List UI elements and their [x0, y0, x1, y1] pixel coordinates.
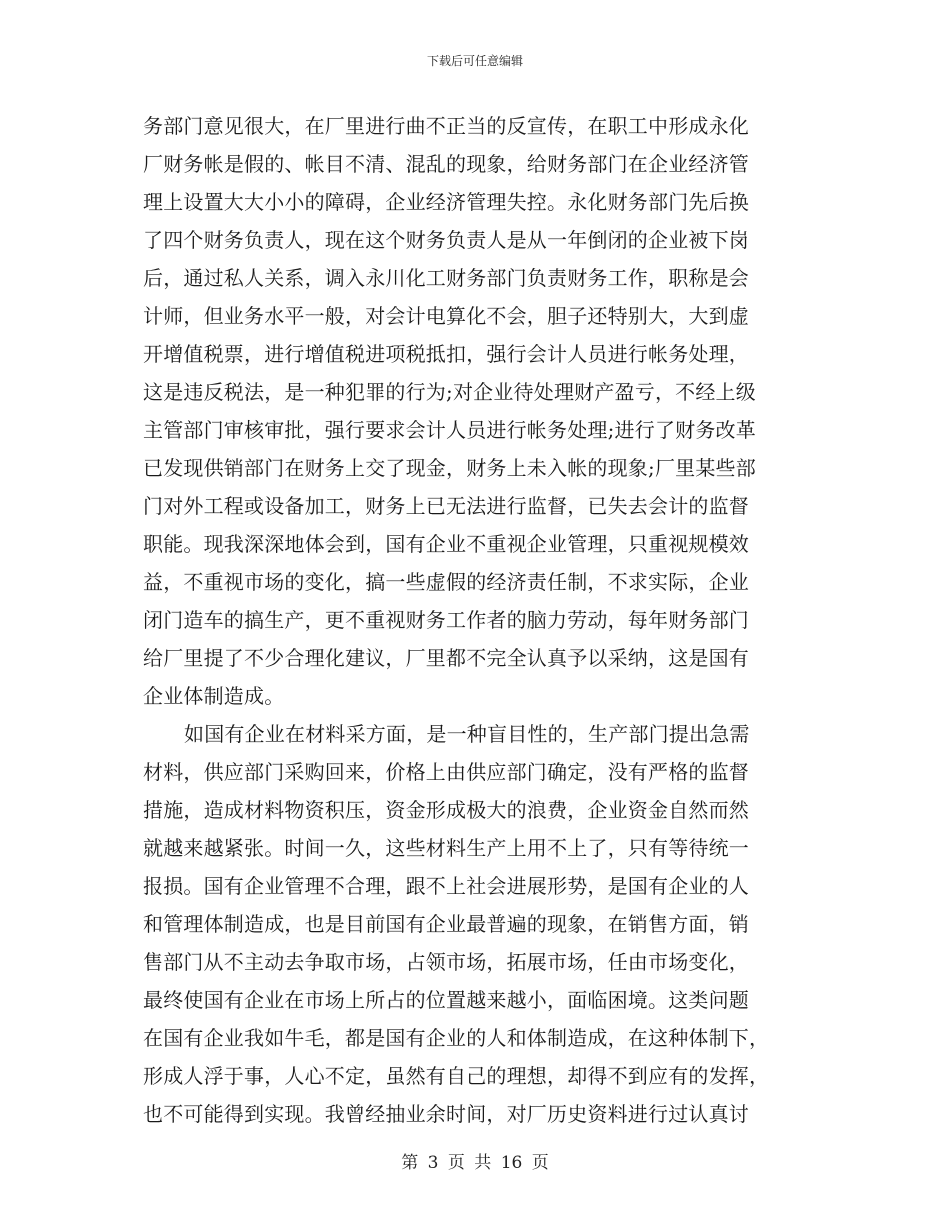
text-line: 材料，供应部门采购回来，价格上由供应部门确定，没有严格的监督 [143, 760, 749, 784]
text-line: 厂财务帐是假的、帐目不清、混乱的现象，给财务部门在企业经济管 [143, 152, 749, 176]
text-line: 在国有企业我如牛毛，都是国有企业的人和体制造成，在这种体制下， [143, 1026, 770, 1050]
paragraph [143, 715, 803, 1133]
text-line: 已发现供销部门在财务上交了现金，财务上未入帐的现象;厂里某些部 [143, 456, 756, 480]
text-line: 主管部门审核审批，强行要求会计人员进行帐务处理;进行了财务改革 [143, 418, 756, 442]
text-line: 企业体制造成。 [143, 684, 285, 708]
text-line: 理上设置大大小小的障碍，企业经济管理失控。永化财务部门先后换 [143, 190, 749, 214]
text-line: 闭门造车的搞生产，更不重视财务工作者的脑力劳动，每年财务部门 [143, 608, 749, 632]
page-header: 下载后可任意编辑 [426, 54, 523, 68]
text-line: 了四个财务负责人，现在这个财务负责人是从一年倒闭的企业被下岗 [143, 228, 749, 252]
text-line: 形成人浮于事，人心不定，虽然有自己的理想，却得不到应有的发挥， [143, 1064, 770, 1088]
text-line: 和管理体制造成，也是目前国有企业最普遍的现象，在销售方面，销 [143, 912, 749, 936]
text-line: 门对外工程或设备加工，财务上已无法进行监督，已失去会计的监督 [143, 494, 749, 518]
text-line: 开增值税票，进行增值税进项税抵扣，强行会计人员进行帐务处理， [143, 342, 749, 366]
text-line: 如国有企业在材料采方面，是一种盲目性的，生产部门提出急需 [184, 722, 750, 746]
text-line: 职能。现我深深地体会到，国有企业不重视企业管理，只重视规模效 [143, 532, 749, 556]
text-line: 售部门从不主动去争取市场，占领市场，拓展市场，任由市场变化， [143, 950, 749, 974]
text-line: 最终使国有企业在市场上所占的位置越来越小，面临困境。这类问题 [143, 988, 749, 1012]
paragraph [143, 107, 803, 715]
text-line: 益，不重视市场的变化，搞一些虚假的经济责任制，不求实际，企业 [143, 570, 749, 594]
text-line: 计师，但业务水平一般，对会计电算化不会，胆子还特别大，大到虚 [143, 304, 749, 328]
text-line: 措施，造成材料物资积压，资金形成极大的浪费，企业资金自然而然 [143, 798, 749, 822]
text-line: 就越来越紧张。时间一久，这些材料生产上用不上了，只有等待统一 [143, 836, 749, 860]
text-line: 务部门意见很大，在厂里进行曲不正当的反宣传，在职工中形成永化 [143, 114, 749, 138]
text-line: 后，通过私人关系，调入永川化工财务部门负责财务工作，职称是会 [143, 266, 749, 290]
text-line: 报损。国有企业管理不合理，跟不上社会进展形势，是国有企业的人 [143, 874, 749, 898]
page-footer: 第 3 页 共 16 页 [401, 1153, 549, 1173]
text-line: 这是违反税法，是一种犯罪的行为;对企业待处理财产盈亏，不经上级 [143, 380, 756, 404]
body-text [143, 107, 803, 1133]
text-line: 给厂里提了不少合理化建议，厂里都不完全认真予以采纳，这是国有 [143, 646, 749, 670]
text-line: 也不可能得到实现。我曾经抽业余时间，对厂历史资料进行过认真讨 [143, 1102, 749, 1126]
